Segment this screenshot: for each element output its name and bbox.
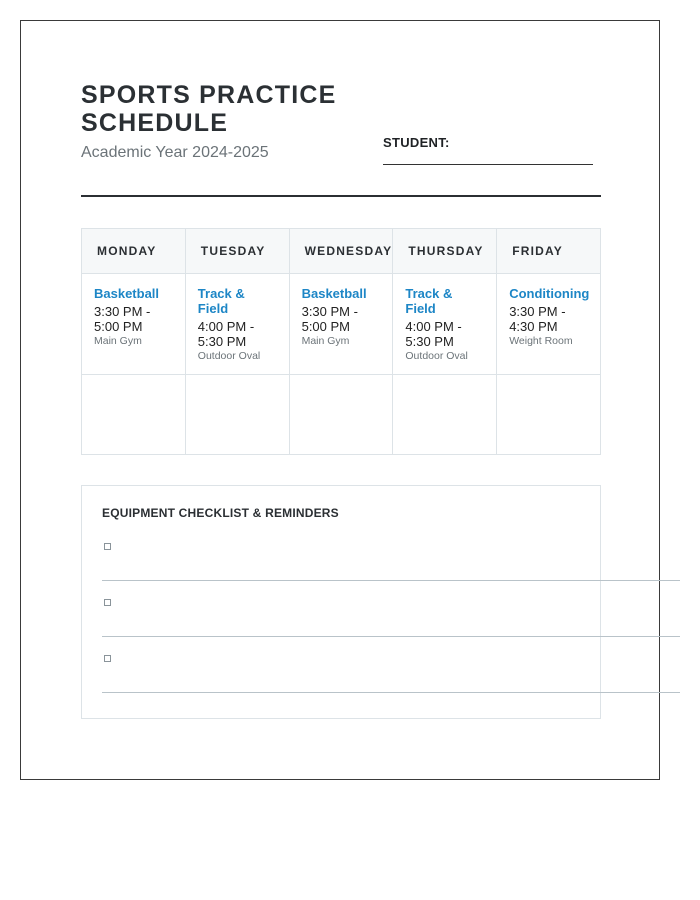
activity-name: Track & Field: [405, 286, 453, 316]
day-column-wednesday: [290, 229, 394, 454]
checkbox-empty-icon[interactable]: [104, 655, 111, 662]
checkbox-empty-icon[interactable]: [104, 543, 111, 550]
practice-location: Weight Room: [509, 335, 573, 347]
day-column-thursday: [393, 229, 497, 454]
notes-cell[interactable]: [393, 375, 496, 454]
practice-location: Main Gym: [301, 335, 350, 347]
academic-year: Academic Year 2024-2025: [81, 144, 269, 161]
notes-cell[interactable]: [497, 375, 600, 454]
day-column-tuesday: [186, 229, 290, 454]
practice-cell: [290, 274, 393, 375]
activity-name: Basketball: [301, 286, 367, 301]
day-header: TUESDAY: [186, 229, 289, 274]
checklist-item[interactable]: [102, 654, 680, 693]
page-title: SPORTS PRACTICE SCHEDULE: [81, 81, 337, 137]
student-name-line[interactable]: [383, 164, 593, 165]
document-page: [20, 20, 660, 780]
day-header: THURSDAY: [393, 229, 496, 274]
notes-cell[interactable]: [290, 375, 393, 454]
practice-location: Main Gym: [94, 335, 142, 347]
equipment-checklist: [81, 485, 601, 719]
day-column-friday: [497, 229, 600, 454]
header-divider: [81, 195, 601, 197]
practice-location: Outdoor Oval: [405, 350, 468, 362]
student-label: STUDENT:: [383, 135, 450, 150]
practice-time: 3:30 PM - 5:00 PM: [94, 304, 151, 334]
checklist-title: EQUIPMENT CHECKLIST & REMINDERS: [102, 506, 339, 520]
student-field: [383, 135, 593, 165]
practice-time: 4:00 PM - 5:30 PM: [197, 319, 255, 349]
checklist-item[interactable]: [102, 598, 680, 637]
notes-cell[interactable]: [186, 375, 289, 454]
practice-time: 3:30 PM - 5:00 PM: [301, 304, 358, 334]
practice-location: Outdoor Oval: [197, 350, 261, 362]
notes-cell[interactable]: [82, 375, 185, 454]
practice-cell: [497, 274, 600, 375]
checkbox-empty-icon[interactable]: [104, 599, 111, 606]
practice-cell: [393, 274, 496, 375]
practice-time: 3:30 PM - 4:30 PM: [509, 304, 566, 334]
practice-cell: [186, 274, 289, 375]
day-header: FRIDAY: [497, 229, 600, 274]
activity-name: Track & Field: [197, 286, 245, 316]
day-header: WEDNESDAY: [290, 229, 393, 274]
activity-name: Basketball: [94, 286, 160, 301]
day-header: MONDAY: [82, 229, 185, 274]
checklist-item[interactable]: [102, 542, 680, 581]
weekly-schedule: [81, 228, 601, 455]
day-column-monday: [82, 229, 186, 454]
practice-time: 4:00 PM - 5:30 PM: [405, 319, 462, 349]
practice-cell: [82, 274, 185, 375]
activity-name: Conditioning: [509, 286, 590, 301]
page-content: [81, 81, 601, 520]
